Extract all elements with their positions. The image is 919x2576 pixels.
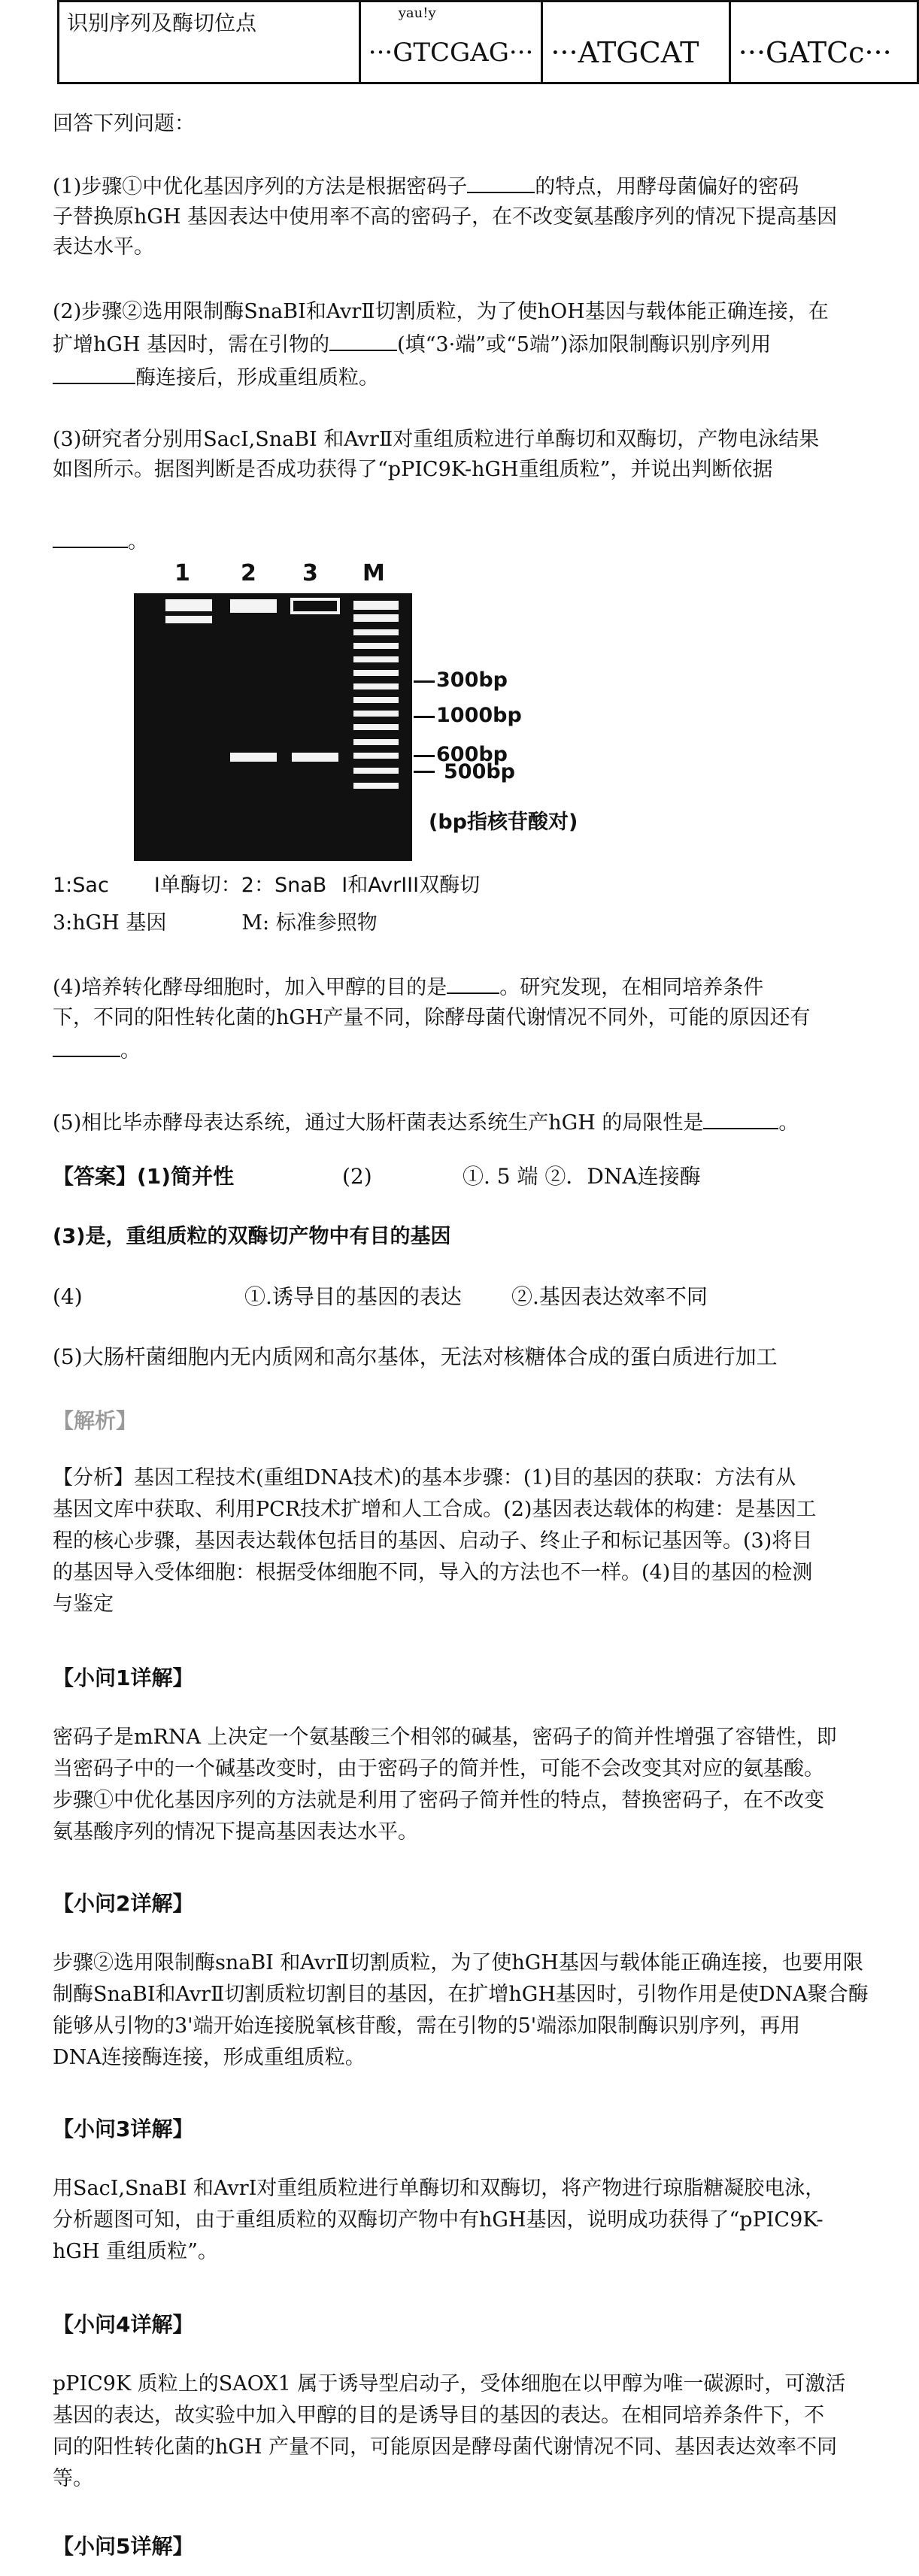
lane-label-3: 3 xyxy=(302,560,318,586)
blank-1 xyxy=(467,169,535,193)
question-1: (1)步骤①中优化基因序列的方法是根据密码子 的特点，用酵母菌偏好的密码 子替换原hGH 基因表达中使用率不高的密码子，在不改变氨基酸序列的情况下提高基因 表达水平。 xyxy=(53,169,895,262)
sub1-header: 【小问1详解】 xyxy=(53,1665,194,1690)
intro-text: 回答下列问题： xyxy=(53,112,195,135)
answer-4-number: (4) xyxy=(53,1284,83,1309)
site-seq-3: ···GATCc··· xyxy=(738,36,892,69)
sub4-header: 【小问4详解】 xyxy=(53,2312,194,2337)
gel-figure xyxy=(105,560,587,861)
site-seq-1: ···GTCGAG··· xyxy=(368,38,534,68)
gel-image xyxy=(134,593,412,861)
marker-label-300: 300bp xyxy=(436,668,508,692)
caption-line-2: 3:hGH 基因 M: 标准参照物 xyxy=(53,911,378,935)
blank-4a xyxy=(447,970,499,994)
lane-label-1: 1 xyxy=(174,560,190,586)
sub3-body: 用SacI,SnaBI 和AvrI对重组质粒进行单酶切和双酶切，将产物进行琼脂糖凝胶电泳， 分析题图可知，由于重组质粒的双酶切产物中有hGH基因，说明成功获得了“pPIC9K- hGH 重组质粒”。 xyxy=(53,2177,826,2263)
answer-2-number: (2) xyxy=(342,1164,372,1189)
blank-5 xyxy=(703,1105,778,1129)
lane-label-m: M xyxy=(362,560,385,586)
analysis-header: 【解析】 xyxy=(53,1408,138,1433)
site-seq-2: ···ATGCAT xyxy=(550,36,699,69)
analysis-body: 【分析】基因工程技术(重组DNA技术)的基本步骤：(1)目的基因的获取：方法有从 基因文库中获取、利用PCR技术扩增和人工合成。(2)基因表达载体的构建：是基因工 程的核心步骤，基因表达载体包括目的基因、启动子、终止子和标记基因等。(3)将目 的基因导入受体细胞：根据受体细胞不同，导入的方法也不一样。(4)目的基因的检测 与鉴定 xyxy=(53,1466,817,1616)
sub1-body: 密码子是mRNA 上决定一个氨基酸三个相邻的碱基，密码子的简并性增强了容错性，即 当密码子中的一个碱基改变时，由于密码子的简并性，可能不会改变其对应的氨基酸。 步骤①中优化基因序列的方法就是利用了密码子简并性的特点，替换密码子，在不改变 氨基酸序列的情况下提高基因表达水平。 xyxy=(53,1726,837,1844)
band-lane1-a xyxy=(165,599,212,611)
sub3-header: 【小问3详解】 xyxy=(53,2117,194,2141)
sub2-header: 【小问2详解】 xyxy=(53,1891,194,1916)
question-4: (4)培养转化酵母细胞时，加入甲醇的目的是 。研究发现，在相同培养条件 下，不同的阳性转化菌的hGH产量不同，除酵母菌代谢情况不同外，可能的原因还有 。 xyxy=(53,970,895,1066)
site-table-label: 识别序列及酶切位点 xyxy=(59,2,360,83)
band-lane2-b xyxy=(230,753,277,762)
sub5-header: 【小问5详解】 xyxy=(53,2534,194,2559)
marker-label-1000: 1000bp xyxy=(436,704,522,727)
answer-3: (3)是，重组质粒的双酶切产物中有目的基因 xyxy=(53,1225,451,1248)
caption-line-1: 1:Sac I单酶切：2：SnaB I和AvrIII双酶切 xyxy=(53,874,481,897)
question-2: (2)步骤②选用限制酶SnaBI和AvrⅡ切割质粒，为了使hOH基因与载体能正确连接，在 扩增hGH 基因时，需在引物的 (填“3·端”或“5端”)添加限制酶识别序列用 酶连接后，形成重组质粒。 xyxy=(53,300,829,389)
answer-5: (5)大肠杆菌细胞内无内质网和高尔基体，无法对核糖体合成的蛋白质进行加工 xyxy=(53,1344,778,1369)
site-table-note: yau!y xyxy=(398,5,436,21)
question-5: (5)相比毕赤酵母表达系统，通过大肠杆菌表达系统生产hGH 的局限性是 。 xyxy=(53,1105,895,1138)
band-lane1-b xyxy=(165,616,212,623)
answer-2-content: ①. 5 端 ②．DNA连接酶 xyxy=(463,1164,701,1189)
band-lane3-b xyxy=(292,753,338,762)
band-lane3-a xyxy=(292,599,338,613)
answer-4-part-2: ②.基因表达效率不同 xyxy=(511,1284,708,1309)
sub2-body: 步骤②选用限制酶snaBI 和AvrⅡ切割质粒，为了使hGH基因与载体能正确连接，也要用限 制酶SnaBI和AvrⅡ切割质粒切割目的基因，在扩增hGH基因时，引物作用是使DNA聚合酶 能够从引物的3'端开始连接脱氧核苷酸，需在引物的5'端添加限制酶识别序列，再用 DNA连接酶连接，形成重组质粒。 xyxy=(53,1951,869,2069)
answer-4-part-1: ①.诱导目的基因的表达 xyxy=(244,1284,462,1309)
question-3: (3)研究者分别用SacI,SnaBI 和AvrⅡ对重组质粒进行单酶切和双酶切，产物电泳结果 如图所示。据图判断是否成功获得了“pPIC9K-hGH重组质粒”，并说出判断依据 。 xyxy=(53,428,820,553)
answer-line-1: 【答案】(1)简并性 xyxy=(53,1164,235,1189)
restriction-site-table xyxy=(57,0,919,84)
blank-2b xyxy=(53,360,135,384)
band-lane2-a xyxy=(230,599,277,613)
lane-label-2: 2 xyxy=(241,560,256,586)
sub4-body: pPIC9K 质粒上的SAOX1 属于诱导型启动子，受体细胞在以甲醇为唯一碳源时，可激活 基因的表达，故实验中加入甲醇的目的是诱导目的基因的表达。在相同培养条件下，不 同的阳性转化菌的hGH 产量不同，可能原因是酵母菌代谢情况不同、基因表达效率不同 等。 xyxy=(53,2372,846,2490)
gel-unit-note: (bp指核苷酸对) xyxy=(429,811,578,834)
blank-2a xyxy=(329,327,397,351)
marker-label-600: 600bp xyxy=(436,743,508,766)
marker-label-500: 500bp xyxy=(444,760,516,783)
blank-4b xyxy=(53,1033,120,1057)
blank-3 xyxy=(53,524,128,548)
